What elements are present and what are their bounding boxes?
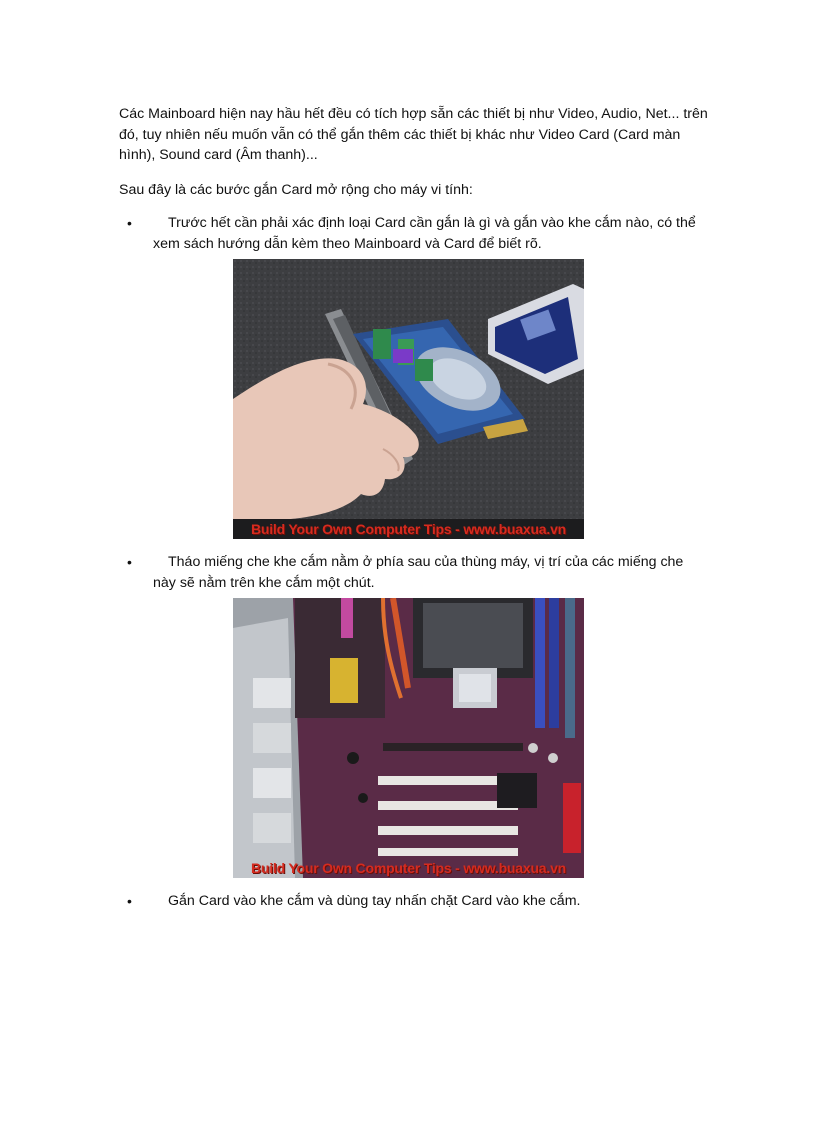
bullet-icon: • [127, 893, 132, 909]
step-3-list-item [119, 891, 719, 912]
step-2-text: Tháo miếng che khe cắm nằm ở phía sau của thùng máy, vị trí của các miếng che này sẽ nằm trên khe cắm một chút. [153, 554, 684, 591]
motherboard-illustration [233, 598, 584, 878]
step-3-text: Gắn Card vào khe cắm và dùng tay nhấn chặt Card vào khe cắm. [168, 893, 581, 909]
step-1-list-item [119, 213, 719, 254]
steps-intro-paragraph: Sau đây là các bước gắn Card mở rộng cho máy vi tính: [119, 182, 473, 198]
video-card-illustration [233, 259, 584, 539]
video-card-photo [233, 259, 584, 539]
bullet-icon: • [127, 215, 132, 231]
photo-watermark: Build Your Own Computer Tips - www.buaxua.vn [250, 860, 567, 876]
intro-paragraph: Các Mainboard hiện nay hầu hết đều có tích hợp sẵn các thiết bị như Video, Audio, Net... trên đó, tuy nhiên nếu muốn vẫn có thể gắn thêm các thiết bị khác như Video Card (Card màn hình), Sound card (Âm thanh)... [119, 106, 708, 163]
motherboard-slots-photo [233, 598, 584, 878]
bullet-icon: • [127, 554, 132, 570]
photo-watermark: Build Your Own Computer Tips - www.buaxua.vn [250, 521, 567, 537]
step-1-text: Trước hết cần phải xác định loại Card cần gắn là gì và gắn vào khe cắm nào, có thể xem sách hướng dẫn kèm theo Mainboard và Card để biết rõ. [153, 215, 696, 252]
step-2-list-item [119, 552, 719, 593]
